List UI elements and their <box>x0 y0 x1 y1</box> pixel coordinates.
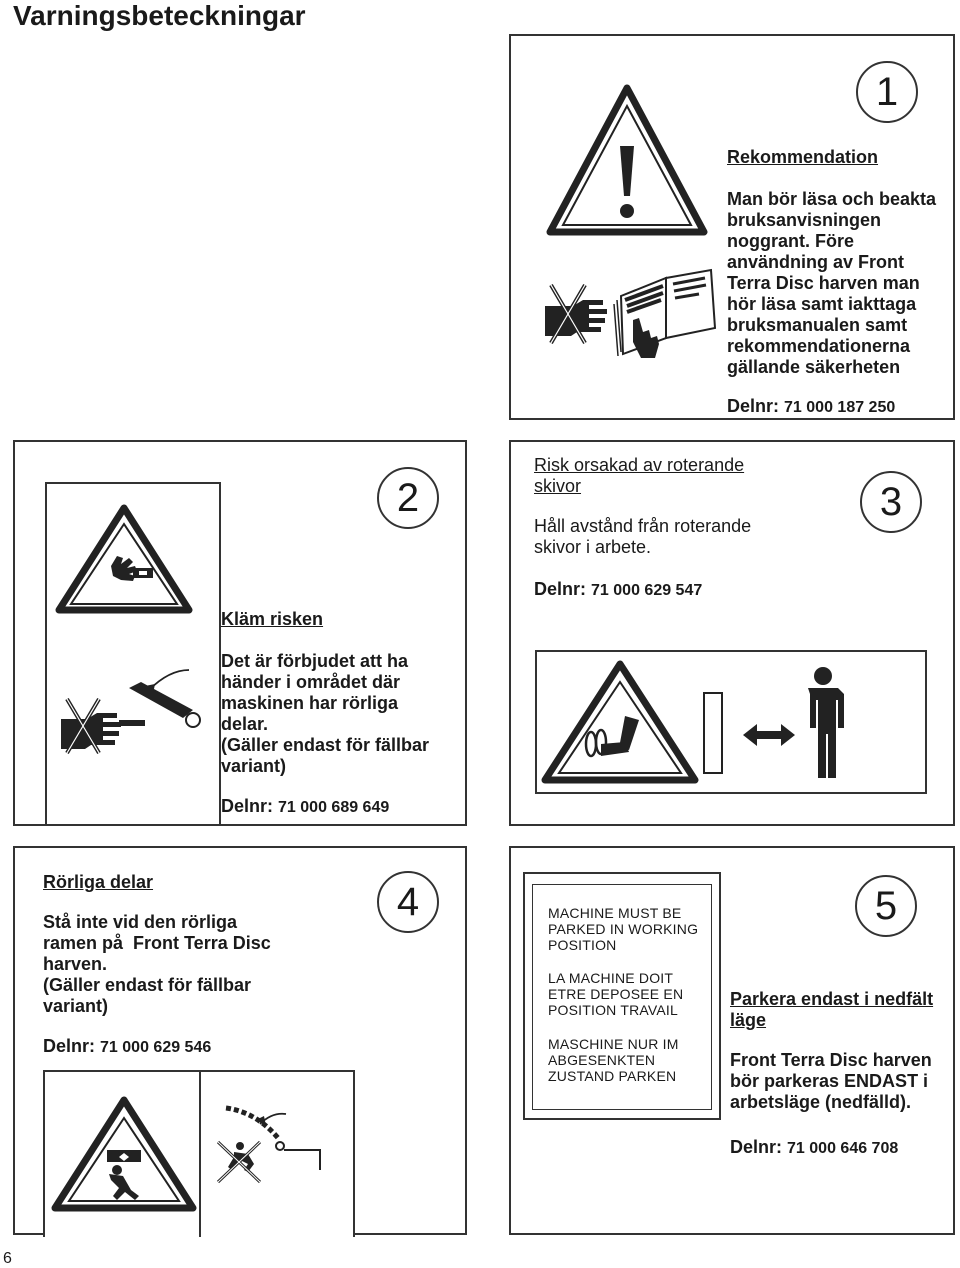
sign-body: Man bör läsa och beakta bruksanvisningen noggrant. Före användning av Front Terra Disc harven man hör läsa samt iakttaga bruksmanualen samt rekommendationerna gällande säkerheten <box>727 189 937 377</box>
part-number: Delnr: 71 000 689 649 <box>221 796 390 816</box>
page-number: 6 <box>3 1250 12 1267</box>
manual-book-icon <box>611 266 721 358</box>
part-number: Delnr: 71 000 629 547 <box>534 579 703 599</box>
sign-body: Det är förbjudet att ha händer i området där maskinen har rörliga delar. (Gäller endast för fällbar variant) <box>221 651 430 776</box>
folding-frame-icon <box>119 662 209 736</box>
sign-5-panel <box>509 846 955 1235</box>
sign-heading: Parkera endast i nedfält läge <box>730 989 934 1030</box>
sign-number: 3 <box>860 471 922 533</box>
decal-text-en: MACHINE MUST BE PARKED IN WORKING POSITION <box>548 905 699 953</box>
sign-number: 1 <box>856 61 918 123</box>
page-title: Varningsbeteckningar <box>13 0 306 31</box>
sign-2-panel <box>13 440 467 826</box>
sign-number: 4 <box>377 871 439 933</box>
sign-heading: Kläm risken <box>221 609 324 629</box>
part-number: Delnr: 71 000 646 708 <box>730 1137 899 1157</box>
person-icon <box>800 666 846 782</box>
sign-heading: Rörliga delar <box>43 872 154 892</box>
keep-distance-arrow-icon <box>743 724 795 746</box>
sign-heading: Rekommendation <box>727 147 879 167</box>
decal-divider <box>199 1070 201 1237</box>
sign-body: Stå inte vid den rörliga ramen på Front Terra Disc harven. (Gäller endast för fällbar variant) <box>43 912 271 1016</box>
person-under-frame-icon <box>210 1100 322 1190</box>
crush-under-frame-warning-icon <box>51 1096 197 1212</box>
crush-warning-triangle-icon <box>55 504 193 614</box>
sign-heading: Risk orsakad av roterande skivor <box>534 455 745 496</box>
sign-3-panel <box>509 440 955 826</box>
sign-1-panel <box>509 34 955 420</box>
rotating-discs-warning-icon <box>541 660 699 784</box>
sign-body: Håll avstånd från roterande skivor i arbete. <box>534 516 752 557</box>
sign-number: 5 <box>855 875 917 937</box>
crossed-hand-icon <box>539 281 613 347</box>
sign-number: 2 <box>377 467 439 529</box>
sign-4-panel <box>13 846 467 1235</box>
sign-body: Front Terra Disc harven bör parkeras ENDAST i arbetsläge (nedfälld). <box>730 1050 932 1112</box>
distance-rect-icon <box>703 692 723 774</box>
decal-text-fr: LA MACHINE DOIT ETRE DEPOSEE EN POSITION TRAVAIL <box>548 970 684 1018</box>
warning-triangle-icon <box>546 84 708 236</box>
part-number: Delnr: 71 000 629 546 <box>43 1036 212 1056</box>
decal-text-de: MASCHINE NUR IM ABGESENKTEN ZUSTAND PARKEN <box>548 1036 679 1084</box>
part-number: Delnr: 71 000 187 250 <box>727 396 896 416</box>
